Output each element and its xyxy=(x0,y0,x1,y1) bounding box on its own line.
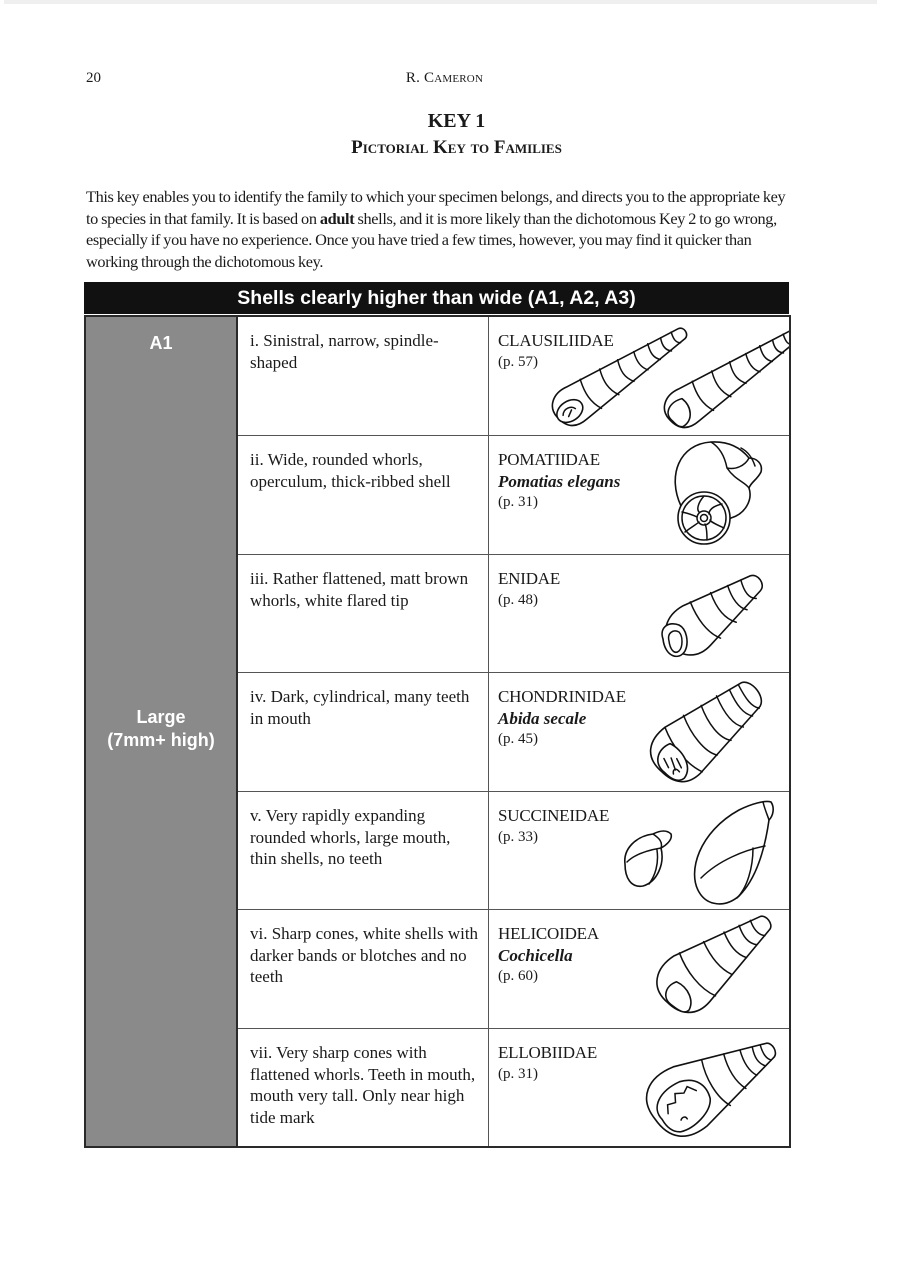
row-family xyxy=(490,317,789,435)
succineid-shells-icon xyxy=(569,792,789,909)
table-row xyxy=(238,673,789,792)
group-size xyxy=(86,706,236,752)
running-head xyxy=(86,70,803,90)
group-size-label: Large xyxy=(136,707,186,727)
group-column xyxy=(86,317,238,1146)
row-family xyxy=(490,792,789,909)
key-rows xyxy=(238,317,789,1146)
group-code: A1 xyxy=(149,333,173,353)
row-family xyxy=(490,436,789,554)
page-reference: (p. 48) xyxy=(498,591,538,608)
family-name: HELICOIDEA xyxy=(498,924,599,943)
intro-text-1: This key enables you to identify the family to which your specimen belongs, and directs you to the appropriate key to species in that family. It is based on xyxy=(86,187,786,228)
abida-shell-icon xyxy=(639,673,789,791)
row-family xyxy=(490,1029,789,1146)
table-row xyxy=(238,1029,789,1146)
row-family xyxy=(490,910,789,1028)
page-reference: (p. 60) xyxy=(498,968,538,984)
table-row xyxy=(238,555,789,673)
row-family xyxy=(490,555,789,672)
row-description: ii. Wide, rounded whorls, operculum, thick-ribbed shell xyxy=(238,436,489,554)
page-reference: (p. 31) xyxy=(498,494,538,510)
running-head-author: R. Cameron xyxy=(405,70,484,86)
family-name: SUCCINEIDAE xyxy=(498,806,610,825)
clausiliid-shells-icon xyxy=(489,317,789,435)
page-reference: (p. 45) xyxy=(498,731,538,747)
row-description: iii. Rather flattened, matt brown whorls, white flared tip xyxy=(238,555,489,672)
family-name: ELLOBIIDAE xyxy=(498,1043,598,1062)
key-title: KEY 1 xyxy=(427,110,486,132)
key-subtitle: Pictorial Key to Families xyxy=(351,137,562,158)
table-row xyxy=(238,317,789,436)
section-band: Shells clearly higher than wide (A1, A2, A3) xyxy=(84,282,789,314)
ellobiid-shell-icon xyxy=(629,1029,789,1146)
family-name: CLAUSILIIDAE xyxy=(498,331,614,350)
pomatias-shell-icon xyxy=(649,436,789,554)
key-table xyxy=(84,315,791,1148)
intro-text-2: shells, and it is more likely than the dichotomous Key 2 to go wrong, especially if you have no experience. Once you have tried a few times, however, you may find it quicker than working through the dichotomous key. xyxy=(86,208,777,272)
family-name: CHONDRINIDAE xyxy=(498,687,626,706)
family-name: POMATIIDAE xyxy=(498,450,600,469)
intro-bold: adult xyxy=(319,208,355,228)
table-row xyxy=(238,792,789,910)
species-name: Pomatias elegans xyxy=(498,471,621,491)
top-edge-bar xyxy=(4,0,877,4)
row-description: vi. Sharp cones, white shells with darker bands or blotches and no teeth xyxy=(238,910,489,1028)
family-name: ENIDAE xyxy=(498,569,561,588)
group-size-range: (7mm+ high) xyxy=(107,730,215,750)
row-description: i. Sinistral, narrow, spindle-shaped xyxy=(238,317,489,435)
enid-shell-icon xyxy=(639,555,789,672)
page-reference: (p. 31) xyxy=(498,1065,538,1082)
row-description: vii. Very sharp cones with flattened whorls. Teeth in mouth, mouth very tall. Only near high tide mark xyxy=(238,1029,489,1146)
table-row xyxy=(238,436,789,555)
intro-paragraph xyxy=(86,186,790,273)
row-family xyxy=(490,673,789,791)
page-reference: (p. 57) xyxy=(498,353,538,370)
row-description: v. Very rapidly expanding rounded whorls, large mouth, thin shells, no teeth xyxy=(238,792,489,909)
cochicella-shell-icon xyxy=(639,910,789,1028)
species-name: Abida secale xyxy=(498,708,587,728)
page-number: 20 xyxy=(86,70,101,86)
table-row xyxy=(238,910,789,1029)
species-name: Cochicella xyxy=(498,945,573,965)
row-description: iv. Dark, cylindrical, many teeth in mouth xyxy=(238,673,489,791)
page-reference: (p. 33) xyxy=(498,828,538,845)
